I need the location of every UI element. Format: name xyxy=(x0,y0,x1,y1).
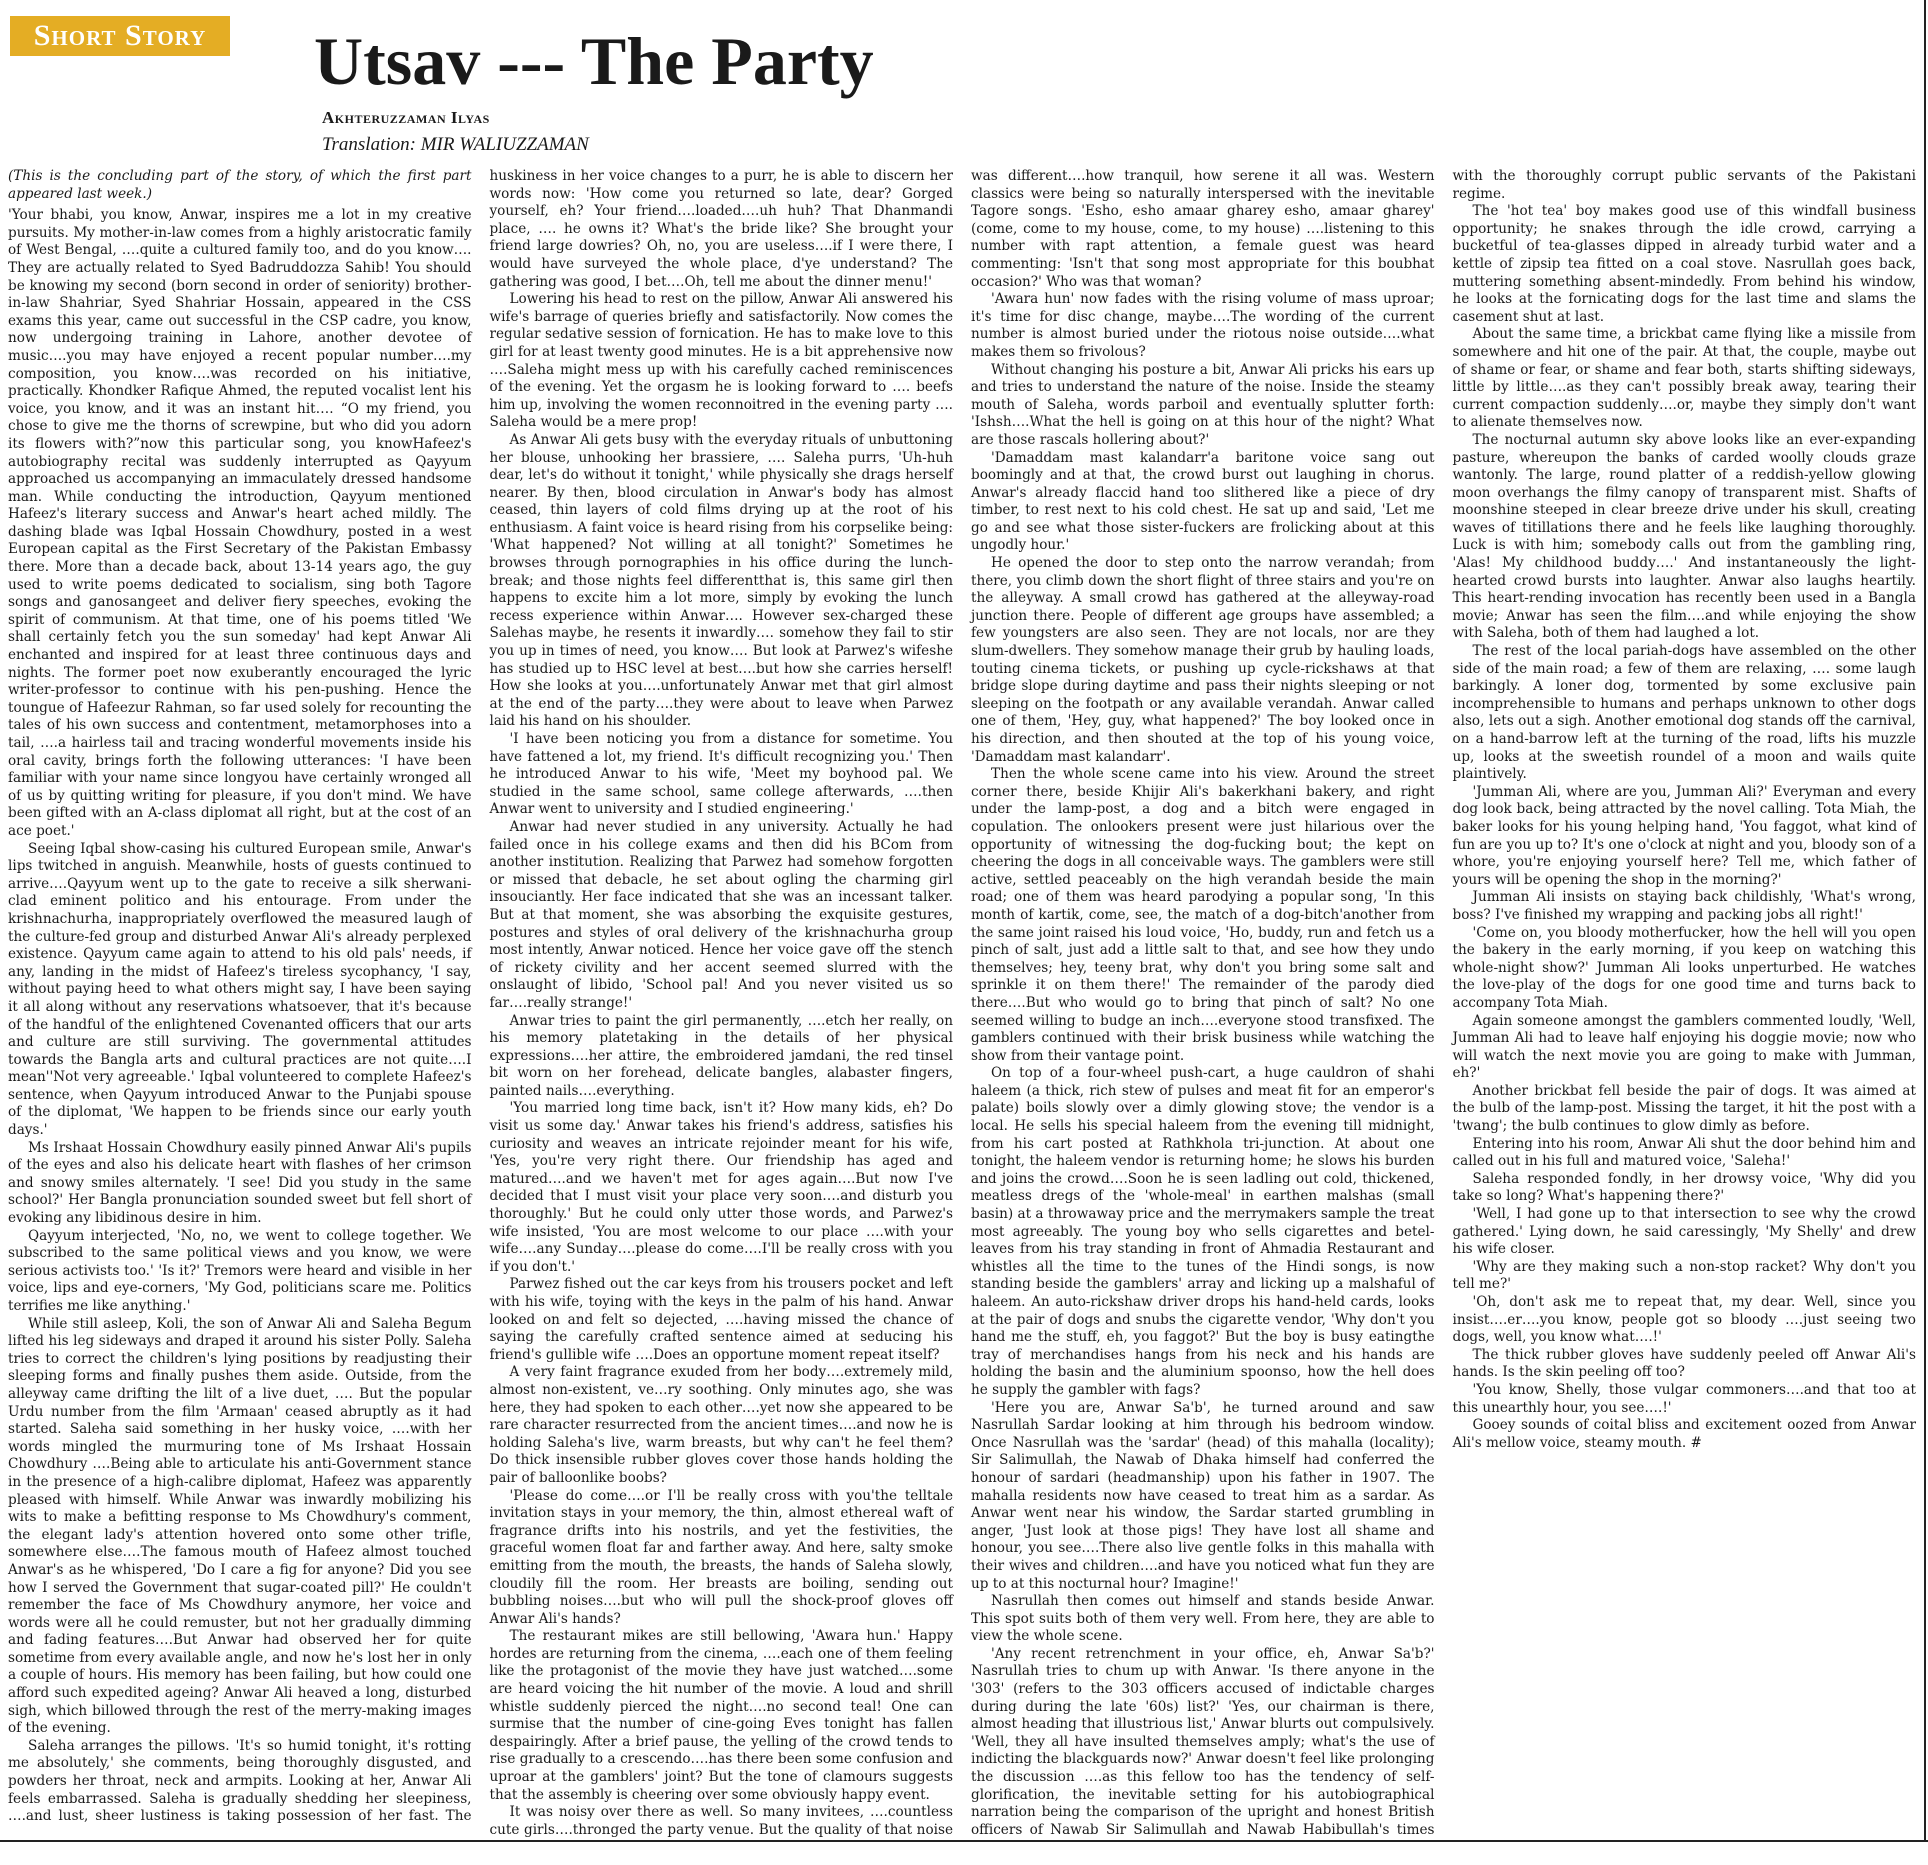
story-paragraph: A very faint fragrance exuded from her body….extremely mild, almost non-existent, ve…ry soothing. Only minutes ago, she was here, they had spoken to each other….yet now she appeared to be rare character resurrected from the ancient times….and now he is holding Saleha's live, warm breasts, but why can't he feel them? Do thick insensible rubber gloves cover those hands holding the pair of balloonlike boobs? xyxy=(489,1364,953,1486)
story-body xyxy=(8,168,1916,1840)
story-paragraph: Qayyum interjected, 'No, no, we went to college together. We subscribed to the same political views and you know, we were serious activists too.' 'Is it?' Tremors were heard and visible in her voice, lips and eye-corners, 'My God, politicians scare me. Politics terrifies me like anything.' xyxy=(8,1227,472,1314)
story-paragraph: On top of a four-wheel push-cart, a huge cauldron of shahi haleem (a thick, rich stew of pulses and meat fit for an emperor's palate) boils slowly over a dimly glowing stove; the vendor is a local. He sells his special haleem from the evening till midnight, from his cart posted at Rathkhola tri-junction. At about one tonight, the haleem vendor is returning home; he slows his burden and joins the crowd….Soon he is seen ladling out cold, thickened, meatless dregs of the 'whole-meal' in earthen malshas (small basin) at a throwaway price and the merrymakers sample the treat most agreeably. The young boy who sells cigarettes and betel-leaves from his tray standing in front of Ahmadia Restaurant and whistles all the time to the tunes of the Hindi songs, is now standing beside the gamblers' array and licking up a malshaful of haleem. An auto-rickshaw driver drops his hand-held cards, looks at the pair of dogs and snubs the cigarette vendor, 'Why don't you hand me the stuff, eh, you faggot?' But the boy is busy eatingthe tray of merchandises hangs from his neck and his hands are holding the basin and the aluminium spoonso, how the hell does he supply the gambler with fags? xyxy=(971,1065,1435,1398)
story-paragraph: Saleha responded fondly, in her drowsy voice, 'Why did you take so long? What's happening there?' xyxy=(1452,1170,1916,1205)
story-paragraph: The thick rubber gloves have suddenly peeled off Anwar Ali's hands. Is the skin peeling off too? xyxy=(1452,1346,1916,1381)
story-paragraph: The rest of the local pariah-dogs have assembled on the other side of the main road; a few of them are relaxing, …. some laugh barkingly. A loner dog, tormented by some exclusive pain incomprehensible to humans and perhaps unknown to other dogs also, lets out a sigh. Another emotional dog stands off the carnival, on a hand-barrow left at the turning of the road, lifts his muzzle up, looks at the sweetish roundel of a moon and wails quite plaintively. xyxy=(1452,643,1916,783)
story-paragraph: Anwar tries to paint the girl permanently, ….etch her really, on his memory platetaking in the details of her physical expressions….her attire, the embroidered jamdani, the red tinsel bit worn on her forehead, delicate bangles, alabaster fingers, painted nails….everything. xyxy=(489,1012,953,1099)
story-paragraph: Without changing his posture a bit, Anwar Ali pricks his ears up and tries to understand the nature of the noise. Inside the steamy mouth of Saleha, words parboil and eventually splutter forth: 'Ishsh….What the hell is going on at this hour of the night? What are those rascals hollering about?' xyxy=(971,361,1435,448)
story-paragraph: 'Come on, you bloody motherfucker, how the hell will you open the bakery in the early morning, if you keep on watching this whole-night show?' Jumman Ali looks unperturbed. He watches the love-play of the dogs for one good time and turns back to accompany Tota Miah. xyxy=(1452,924,1916,1011)
story-paragraph: Jumman Ali insists on staying back childishly, 'What's wrong, boss? I've finished my wrapping and packing jobs all right!' xyxy=(1452,889,1916,923)
story-paragraph: Lowering his head to rest on the pillow, Anwar Ali answered his wife's barrage of queries briefly and satisfactorily. Now comes the regular sedative session of fornication. He has to make love to this girl for at least twenty good minutes. He is a bit apprehensive now ….Saleha might mess up with his carefully cached reminiscences of the evening. Yet the orgasm he is looking forward to …. beefs him up, involving the women reconnoitred in the evening party …. Saleha would be a mere prop! xyxy=(489,291,953,431)
story-paragraph: Gooey sounds of coital bliss and excitement oozed from Anwar Ali's mellow voice, steamy mouth. # xyxy=(1452,1417,1916,1451)
page-border-bottom xyxy=(0,1840,1928,1842)
story-paragraph: Parwez fished out the car keys from his trousers pocket and left with his wife, toying with the keys in the palm of his hand. Anwar looked on and felt so dejected, ….having missed the chance of saying the carefully crafted sentence aimed at seducing his friend's gullible wife ….Does an opportune moment repeat itself? xyxy=(489,1276,953,1363)
section-badge: Short Story xyxy=(10,16,230,56)
page-border-right xyxy=(1924,0,1926,1842)
story-paragraph: Another brickbat fell beside the pair of dogs. It was aimed at the bulb of the lamp-post. Missing the target, it hit the post with a 'twang'; the bulb continues to glow dimly as before. xyxy=(1452,1082,1916,1135)
story-paragraph: 'Well, I had gone up to that intersection to see why the crowd gathered.' Lying down, he said caressingly, 'My Shelly' and drew his wife closer. xyxy=(1452,1206,1916,1258)
story-paragraph: 'Damaddam mast kalandarr'a baritone voice sang out boomingly and at that, the crowd burst out laughing in chorus. Anwar's already flaccid hand too slithered like a piece of dry timber, to rest next to his cold chest. He sat up and said, 'Let me go and see what those sister-fuckers are frolicking about at this ungodly hour.' xyxy=(971,449,1435,554)
story-paragraph: 'Oh, don't ask me to repeat that, my dear. Well, since you insist….er….you know, people got so bloody ….just seeing two dogs, well, you know what….!' xyxy=(1452,1294,1916,1346)
story-paragraph: Seeing Iqbal show-casing his cultured European smile, Anwar's lips twitched in anguish. Meanwhile, hosts of guests continued to arrive….Qayyum went up to the gate to receive a silk sherwani-clad eminent politico and his entourage. From under the krishnachurha, inappropriately overflowed the measured laugh of the culture-fed group and disturbed Anwar Ali's already perplexed existence. Qayyum came again to attend to his old pals' needs, if any, landing in the midst of Hafeez's tireless sycophancy, 'I say, without paying heed to what others might say, I have been saying it all along without any reservations whatsoever, that it's because of the handful of the enlightened Covenanted officers that our arts and culture are still surviving. The governmental attitudes towards the Bangla arts and cultural practices are not quite….I mean''Not very agreeable.' Iqbal volunteered to complete Hafeez's sentence, when Qayyum introduced Anwar to the Punjabi spouse of the diplomat, 'We happen to be friends since our early youth days.' xyxy=(8,840,472,1139)
story-paragraph: As Anwar Ali gets busy with the everyday rituals of unbuttoning her blouse, unhooking her brassiere, …. Saleha purrs, 'Uh-huh dear, let's do without it tonight,' while physically she drags herself nearer. By then, blood circulation in Anwar's body has almost ceased, thin layers of cold films drying up at the root of his enthusiasm. A faint voice is heard rising from his corpselike being: 'What happened? Not willing at all tonight?' Sometimes he browses through pornographies in his office during the lunch-break; and those nights feel differentthat is, this same girl then happens to excite him a lot more, simply by evoking the lunch recess experience within Anwar…. However sex-charged these Salehas maybe, he resents it inwardly…. somehow they fail to stir you up in times of need, you know…. But look at Parwez's wifeshe has studied up to HSC level at best….but how she carries herself! How she looks at you….unfortunately Anwar met that girl almost at the end of the party….they were about to leave when Parwez laid his hand on his shoulder. xyxy=(489,431,953,730)
story-paragraph: 'Please do come….or I'll be really cross with you'the telltale invitation stays in your memory, the thin, almost ethereal waft of fragrance drifts into his nostrils, and yet the festivities, the graceful women float far and farther away. And here, salty smoke emitting from the mouth, the breasts, the hands of Saleha slowly, cloudily fill the room. Her breasts are boiling, sending out bubbling noises….but who will pull the shock-proof gloves off Anwar Ali's hands? xyxy=(489,1487,953,1627)
story-paragraph: While still asleep, Koli, the son of Anwar Ali and Saleha Begum lifted his leg sideways and draped it around his sister Polly. Saleha tries to correct the children's lying positions by readjusting their sleeping forms and finally pushes them aside. Outside, from the alleyway came drifting the lilt of a live duet, …. But the popular Urdu number from the film 'Armaan' ceased abruptly as it had started. Saleha said something in her husky voice, ….with her words mingled the murmuring tone of Ms Irshaat Hossain Chowdhury ….Being able to articulate his anti-Government stance in the presence of a high-calibre diplomat, Hafeez was apparently pleased with himself. While Anwar was inwardly mobilizing his wits to make a befitting response to Ms Chowdhury's comment, the elegant lady's attention hovered onto some other trifle, somewhere else….The famous mouth of Hafeez almost touched Anwar's as he whispered, 'Do I care a fig for anyone? Did you see how I served the Government that sugar-coated pill?' He couldn't remember the face of Ms Chowdhury anymore, her voice and words were all he could remuster, but not her gradually dimming and fading features….But Anwar had observed her for quite sometime from every available angle, and now he's lost her in only a couple of hours. His memory has been failing, but how could one afford such expedited ageing? Anwar Ali heaved a long, disturbed sigh, which billowed through the rest of the merry-making images of the evening. xyxy=(8,1315,472,1737)
story-paragraph: Again someone amongst the gamblers commented loudly, 'Well, Jumman Ali had to leave half enjoying his doggie movie; now who will watch the next movie you are going to make with Jumman, eh?' xyxy=(1452,1012,1916,1082)
intro-note: (This is the concluding part of the story, of which the first part appeared last week.) xyxy=(8,168,472,202)
story-paragraph: 'Your bhabi, you know, Anwar, inspires me a lot in my creative pursuits. My mother-in-law comes from a highly aristocratic family of West Bengal, ….quite a cultured family too, and do you know…. They are actually related to Syed Badruddozza Sahib! You should be knowing my second (born second in order of seniority) brother-in-law Shahriar, Syed Shahriar Hossain, appeared in the CSS exams this year, came out successful in the CSP cadre, you know, now undergoing training in Lahore, another devotee of music….you may have enjoyed a recent popular number….my composition, you know….was recorded on his initiative, practically. Khondker Rafique Ahmed, the reputed vocalist lent his voice, you know, and it was an instant hit…. “O my friend, you chose to give me the thorns of screwpine, but who did you adorn its flowers with?”now this particular song, you knowHafeez's autobiography recital was suddenly interrupted as Qayyum approached us accompanying an immaculately dressed handsome man. While conducting the introduction, Qayyum mentioned Hafeez's literary success and Anwar's heart ached mildly. The dashing blade was Iqbal Hossain Chowdhury, posted in a west European capital as the First Secretary of the Pakistan Embassy there. More than a decade back, about 13-14 years ago, the guy used to write poems dedicated to socialism, sing both Tagore songs and ganosangeet and deliver fiery speeches, evoking the spirit of communism. At that time, one of his poems titled 'We shall certainly fetch you the sun someday' had kept Anwar Ali enchanted and inspired for at least three continuous days and nights. The former poet now exuberantly encouraged the lyric writer-professor to continue with his pen-pushing. Hence the toungue of Hafeezur Rahman, so far used solely for recounting the tales of his own success and contentment, metamorphoses into a tail, ….a hairless tail and tracing wonderful movements inside his oral cavity, brings forth the following utterances: 'I have been familiar with your name since longyou have certainly wronged all of us by quitting writing for pleasure, if you don't mind. We have been gifted with an A-class diplomat all right, but at the cost of an ace poet.' xyxy=(8,207,472,839)
author-byline: Akhteruzzaman Ilyas xyxy=(322,108,490,127)
story-paragraph: 'You know, Shelly, those vulgar commoners….and that too at this unearthly hour, you see….!' xyxy=(1452,1381,1916,1416)
story-paragraph: 'Jumman Ali, where are you, Jumman Ali?' Everyman and every dog look back, being attracted by the novel calling. Tota Miah, the baker looks for his young helping hand, 'You faggot, what kind of fun are you up to? It's one o'clock at night and you, bloody son of a whore, you're enjoying yourself here? Tell me, which father of yours will be opening the shop in the morning?' xyxy=(1452,783,1916,888)
story-paragraph: 'I have been noticing you from a distance for sometime. You have fattened a lot, my friend. It's difficult recognizing you.' Then he introduced Anwar to his wife, 'Meet my boyhood pal. We studied in the same school, same college afterwards, ….then Anwar went to university and I studied engineering.' xyxy=(489,731,953,818)
story-paragraph: Nasrullah then comes out himself and stands beside Anwar. This spot suits both of them very well. From here, they are able to view the whole scene. xyxy=(971,1593,1435,1645)
story-paragraph: 'Why are they making such a non-stop racket? Why don't you tell me?' xyxy=(1452,1258,1916,1293)
story-paragraph: Saleha arranges the pillows. 'It's so humid tonight, it's rotting me absolutely,' she comments, being thoroughly disgusted, and powders her throat, neck and armpits. Looking at her, Anwar Ali feels embarrassed. Saleha is gradually shedding her sleepiness, ….and lust, sheer lustiness is taking possession of her fast. The huskiness in her voice changes to a purr, he is able to discern her words now: 'How come you returned so late, dear? Gorged yourself, eh? Your friend….loaded….uh huh? That Dhanmandi place, …. he owns it? What's the bride like? She brought your friend large dowries? Oh, no, you are useless….if I were there, I would have surveyed the whole place, d'ye understand? The gathering was good, I bet….Oh, tell me about the dinner menu!' xyxy=(8,168,953,1825)
translator-credit: Translation: MIR WALIUZZAMAN xyxy=(322,134,589,155)
story-paragraph: It was noisy over there as well. So many invitees, ….countless cute girls….thronged the party venue. But the quality of that noise was different….how tranquil, how serene it all was. Western classics were being so naturally interspersed with the inevitable Tagore songs. 'Esho, esho amaar gharey esho, amaar gharey' (come, come to my house, come, to my house) ….listening to this number with rapt attention, a female guest was heard commenting: 'Isn't that song most appropriate for this boubhat occasion?' Who was that woman? xyxy=(489,168,1435,1838)
story-paragraph: He opened the door to step onto the narrow verandah; from there, you climb down the short flight of three stairs and you're on the alleyway. A small crowd has gathered at the alleyway-road junction there. People of different age groups have assembled; a few youngsters are also seen. They are not locals, nor are they slum-dwellers. They somehow manage their grub by hauling loads, touting cinema tickets, or pushing up cycle-rickshaws at that bridge slope during daytime and pass their nights sleeping or not sleeping on the footpath or any available verandah. Anwar called one of them, 'Hey, guy, what happened?' The boy looked once in his direction, and then shouted at the top of his young voice, 'Damaddam mast kalandarr'. xyxy=(971,555,1435,765)
story-paragraph: The restaurant mikes are still bellowing, 'Awara hun.' Happy hordes are returning from the cinema, ….each one of them feeling like the protagonist of the movie they have just watched….some are heard voicing the hit number of the movie. A loud and shrill whistle suddenly pierced the night….no second teal! One can surmise that the number of cine-going Eves tonight has fallen despairingly. After a brief pause, the yelling of the crowd tends to rise gradually to a crescendo….has there been some confusion and uproar at the gamblers' joint? But the tone of clamours suggests that the assembly is cheering over some obviously happy event. xyxy=(489,1628,953,1803)
story-paragraph: 'Here you are, Anwar Sa'b', he turned around and saw Nasrullah Sardar looking at him through his bedroom window. Once Nasrullah was the 'sardar' (head) of this mahalla (locality); Sir Salimullah, the Nawab of Dhaka himself had conferred the honour of sardari (headmanship) upon his father in 1907. The mahalla residents now have ceased to treat him as a sardar. As Anwar went near his window, the Sardar started grumbling in anger, 'Just look at those pigs! They have lost all shame and honour, you see….There also live gentle folks in this mahalla with their wives and children….and have you noticed what fun they are up to at this nocturnal hour? Imagine!' xyxy=(971,1399,1435,1592)
story-paragraph: About the same time, a brickbat came flying like a missile from somewhere and hit one of the pair. At that, the couple, maybe out of shame or fear, or shame and fear both, starts shifting sideways, little by little….as they can't possibly break away, tearing their current compaction suddenly….or, maybe they simply don't want to alienate themselves now. xyxy=(1452,326,1916,431)
story-paragraph: Entering into his room, Anwar Ali shut the door behind him and called out in his full and matured voice, 'Saleha!' xyxy=(1452,1135,1916,1170)
story-paragraph: 'Awara hun' now fades with the rising volume of mass uproar; it's time for disc change, maybe….The wording of the current number is almost buried under the riotous noise outside….what makes them so frivolous? xyxy=(971,291,1435,360)
story-paragraph: The nocturnal autumn sky above looks like an ever-expanding pasture, whereupon the banks of carded woolly clouds graze wantonly. The large, round platter of a reddish-yellow glowing moon overhangs the filmy canopy of transparent mist. Shafts of moonshine steeped in clear breeze drive under his skull, creating waves of titillations there and he feels like laughing thoroughly. Luck is with him; somebody calls out from the gambling ring, 'Alas! My childhood buddy….' And instantaneously the light-hearted crowd bursts into laughter. Anwar also laughs heartily. This heart-rending invocation has recently been used in a Bangla movie; Anwar has seen the film….and while enjoying the show with Saleha, both of them had laughed a lot. xyxy=(1452,431,1916,642)
story-paragraph: Anwar had never studied in any university. Actually he had failed once in his college exams and then did his BCom from another institution. Realizing that Parwez had somehow forgotten or missed that debacle, he set about ogling the charming girl insouciantly. Her face indicated that she was an incessant talker. But at that moment, she was absorbing the exquisite gestures, postures and styles of oral delivery of the krishnachurha group most intently, Anwar noticed. Hence her voice gave off the stench of rickety civility and her accent seemed slurred with the onslaught of libido, 'School pal! And you never visited us so far….really strange!' xyxy=(489,818,953,1011)
story-title: Utsav --- The Party xyxy=(314,23,874,99)
story-paragraph: The 'hot tea' boy makes good use of this windfall business opportunity; he snakes through the idle crowd, carrying a bucketful of tea-glasses dipped in already turbid water and a kettle of zipsip tea fitted on a coal stove. Nasrullah goes back, muttering something absent-mindedly. From behind his window, he looks at the fornicating dogs for the last time and slams the casement shut at last. xyxy=(1452,203,1916,325)
story-paragraph: 'Any recent retrenchment in your office, eh, Anwar Sa'b?' Nasrullah tries to chum up with Anwar. 'Is there anyone in the '303' (refers to the 303 officers accused of indictable charges during during the late '60s) list?' 'Yes, our chairman is there, almost heading that illustrious list,' Anwar blurts out compulsively. 'Well, they all have insulted themselves amply; what's the use of indicting the blackguards now?' Anwar doesn't feel like prolonging the discussion ….as this fellow too has the tendency of self-glorification, the inevitable setting for his autobiographical narration being the comparison of the upright and honest British officers of Nawab Sir Salimullah and Nawab Habibullah's times with the thoroughly corrupt public servants of the Pakistani regime. xyxy=(971,168,1916,1838)
story-paragraph: Ms Irshaat Hossain Chowdhury easily pinned Anwar Ali's pupils of the eyes and also his delicate heart with flashes of her crimson and snowy smiles alternately. 'I see! Did you study in the same school?' Her Bangla pronunciation sounded sweet but fell short of evoking any libidinous desire in him. xyxy=(8,1139,472,1227)
story-paragraph: Then the whole scene came into his view. Around the street corner there, beside Khijir Ali's bakerkhani bakery, and right under the lamp-post, a dog and a bitch were engaged in copulation. The onlookers present were just hilarious over the opportunity of witnessing the dog-fucking bout; the kept on cheering the dogs in all conceivable ways. The gamblers were still active, settled peaceably on the high verandah beside the main road; one of them was heard parodying a popular song, 'In this month of kartik, come, see, the match of a dog-bitch'another from the same joint raised his loud voice, 'Ho, buddy, run and fetch us a pinch of salt, just add a little salt to that, and see how they undo themselves; hey, teeny brat, why don't you bring some salt and sprinkle it on them there!' The remainder of the parody died there….But who would go to bring that pinch of salt? No one seemed willing to budge an inch….everyone stood transfixed. The gamblers continued with their brisk business while watching the show from their vantage point. xyxy=(971,766,1435,1064)
story-paragraph: 'You married long time back, isn't it? How many kids, eh? Do visit us some day.' Anwar takes his friend's address, satisfies his curiosity and weaves an intricate rejoinder meant for his wife, 'Yes, you're very right there. Our friendship has aged and matured….and we haven't met for ages again….But now I've decided that I must visit your place very soon….and disturb you thoroughly.' But he could only utter those words, and Parwez's wife insisted, 'You are most welcome to our place ….with your wife….any Sunday….please do come….I'll be really cross with you if you don't.' xyxy=(489,1100,953,1275)
